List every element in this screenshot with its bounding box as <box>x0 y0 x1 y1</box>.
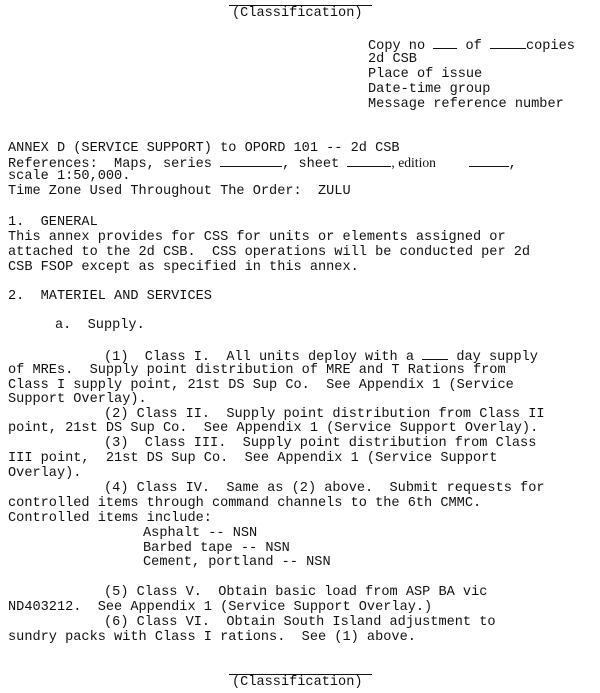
copy-no-label: Copy no <box>368 39 426 54</box>
class1-text-b: day supply <box>456 350 538 365</box>
general-line-2: attached to the 2d CSB. CSS operations will be conducted per 2d <box>8 245 531 260</box>
series-blank <box>220 155 282 167</box>
class2-line-2: point, 21st DS Sup Co. See Appendix 1 (Service Support Overlay). <box>8 421 539 436</box>
class4-line-2: controlled items through command channels to the 6th CMMC. <box>8 496 482 511</box>
class2-line-1: (2) Class II. Supply point distribution from Class II <box>104 407 545 422</box>
edition-blank <box>469 155 509 167</box>
class3-line-3: Overlay). <box>8 466 82 481</box>
class4-line-3: Controlled items include: <box>8 511 212 526</box>
header-dtg: Date-time group <box>368 82 491 97</box>
general-line-3: CSB FSOP except as specified in this annex. <box>8 260 359 275</box>
general-heading: 1. GENERAL <box>8 215 98 230</box>
edition-label: , edition <box>391 155 436 170</box>
supply-subheading: a. Supply. <box>55 318 145 333</box>
class1-line-3: Class I supply point, 21st DS Sup Co. See Appendix 1 (Service <box>8 378 514 393</box>
class5-line-1: (5) Class V. Obtain basic load from ASP BA vic <box>104 585 488 600</box>
class6-line-2: sundry packs with Class I rations. See (1) above. <box>8 630 416 645</box>
references-line: References: Maps, series , sheet , edition , <box>8 155 517 172</box>
timezone-line: Time Zone Used Throughout The Order: ZULU <box>8 184 351 199</box>
class1-line-4: Support Overlay). <box>8 392 147 407</box>
general-line-1: This annex provides for CSS for units or elements assigned or <box>8 230 506 245</box>
header-msg-ref: Message reference number <box>368 97 564 112</box>
sheet-blank <box>347 155 391 167</box>
of-label: of <box>465 39 482 54</box>
classification-top: (Classification) <box>232 6 363 21</box>
annex-title: ANNEX D (SERVICE SUPPORT) to OPORD 101 -- 2d CSB <box>8 141 400 156</box>
controlled-item: Cement, portland -- NSN <box>143 555 331 570</box>
copies-label: copies <box>525 39 575 54</box>
controlled-item: Barbed tape -- NSN <box>143 541 290 556</box>
materiel-heading: 2. MATERIEL AND SERVICES <box>8 289 212 304</box>
copy-no-blank <box>433 37 457 49</box>
controlled-item: Asphalt -- NSN <box>143 526 258 541</box>
class3-line-1: (3) Class III. Supply point distribution from Class <box>104 436 537 451</box>
sheet-label: , sheet <box>282 157 340 172</box>
class1-line-2: of MREs. Supply point distribution of MRE and T Rations from <box>8 363 506 378</box>
class6-line-1: (6) Class VI. Obtain South Island adjustment to <box>104 615 496 630</box>
header-place: Place of issue <box>368 67 483 82</box>
class1-text-a: (1) Class I. All units deploy with a <box>104 350 414 365</box>
day-supply-blank <box>422 348 448 360</box>
class5-line-2: ND403212. See Appendix 1 (Service Support Overlay.) <box>8 600 433 615</box>
references-label: References: Maps, series <box>8 157 212 172</box>
class4-line-1: (4) Class IV. Same as (2) above. Submit requests for <box>104 481 545 496</box>
class3-line-2: III point, 21st DS Sup Co. See Appendix 1 (Service Support <box>8 451 498 466</box>
classification-bottom: (Classification) <box>232 675 363 690</box>
references-scale: scale 1:50,000. <box>8 169 131 184</box>
header-unit: 2d CSB <box>368 52 417 67</box>
copies-blank <box>490 37 526 49</box>
